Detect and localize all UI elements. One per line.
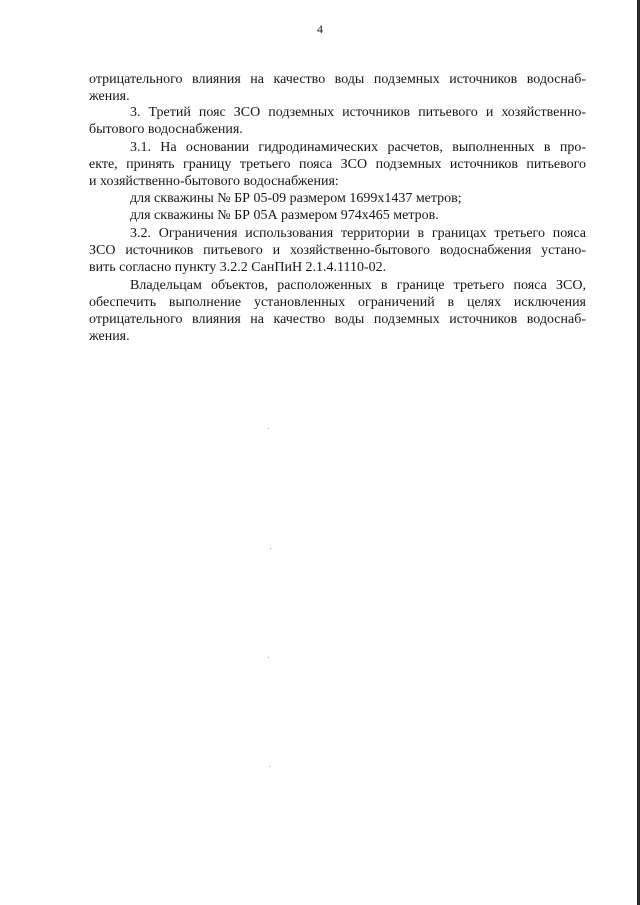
text-line-4: бытового водоснабжения. xyxy=(89,122,243,137)
scan-speck xyxy=(268,657,269,658)
text-line-2: жения. xyxy=(89,89,130,104)
text-line-6: екте, принять границу третьего пояса ЗСО подземных источников питьевого xyxy=(89,157,586,172)
text-line-8: для скважины № БР 05-09 размером 1699х1437 метров; xyxy=(130,191,462,206)
text-line-10: 3.2. Ограничения использования территории в границах третьего пояса xyxy=(130,226,586,241)
text-line-5: 3.1. На основании гидродинамических расчетов, выполненных в про- xyxy=(130,140,586,155)
text-line-14: обеспечить выполнение установленных ограничений в целях исключения xyxy=(89,295,586,310)
text-line-11: ЗСО источников питьевого и хозяйственно-бытового водоснабжения устано- xyxy=(89,243,586,258)
page-number: 4 xyxy=(317,22,323,36)
text-line-9: для скважины № БР 05А размером 974х465 метров. xyxy=(130,208,439,223)
text-line-16: жения. xyxy=(89,329,130,344)
text-line-15: отрицательного влияния на качество воды подземных источников водоснаб- xyxy=(89,312,586,327)
text-line-7: и хозяйственно-бытового водоснабжения: xyxy=(89,174,339,189)
scan-speck xyxy=(268,428,269,429)
text-line-12: вить согласно пункту 3.2.2 СанПиН 2.1.4.1110-02. xyxy=(89,260,387,275)
text-line-3: 3. Третий пояс ЗСО подземных источников питьевого и хозяйственно- xyxy=(130,105,586,120)
scan-speck xyxy=(269,766,270,767)
scan-speck xyxy=(270,548,271,549)
text-line-13: Владельцам объектов, расположенных в границе третьего пояса ЗСО, xyxy=(130,278,586,293)
text-line-1: отрицательного влияния на качество воды подземных источников водоснаб- xyxy=(89,72,586,87)
